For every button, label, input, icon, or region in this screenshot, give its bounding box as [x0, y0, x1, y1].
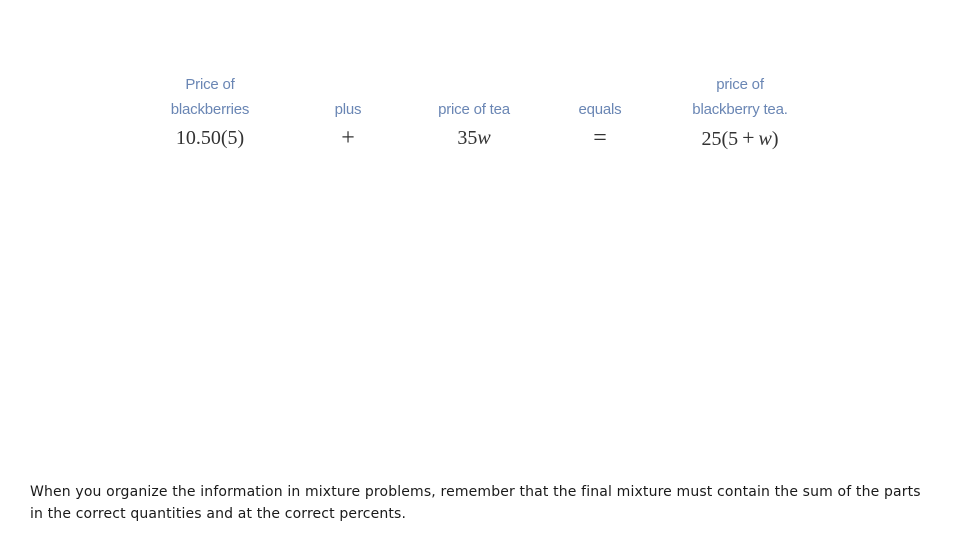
- tea-column: [419, 0, 529, 200]
- result-plus-symbol: +: [742, 125, 755, 150]
- result-label-line2: blackberry tea.: [692, 101, 788, 118]
- result-expression: [670, 124, 810, 153]
- blackberries-label-line1: Price of: [185, 76, 235, 93]
- result-variable: w: [758, 128, 772, 150]
- blackberries-label-line2: blackberries: [170, 101, 250, 118]
- tea-expression: [419, 124, 529, 152]
- plus-label: plus: [334, 101, 362, 118]
- result-label-line1: price of: [716, 76, 764, 93]
- blackberries-column: [150, 0, 270, 200]
- tea-label: price of tea: [438, 101, 510, 118]
- result-prefix: 25(5: [701, 128, 739, 150]
- equals-column: [560, 0, 640, 200]
- caption-text: When you organize the information in mixture problems, remember that the final mixture must contain the sum of the parts in the correct quantities and at the correct percents.: [30, 484, 921, 522]
- blackberries-expression: 10.50(5): [175, 127, 245, 149]
- equals-symbol: =: [593, 125, 607, 151]
- tea-coefficient: 35: [457, 127, 478, 149]
- tea-variable: w: [477, 127, 491, 149]
- equals-label: equals: [578, 101, 622, 118]
- plus-symbol: +: [341, 125, 355, 151]
- plus-column: [308, 0, 388, 200]
- word-equation: [0, 0, 960, 200]
- result-column: [670, 0, 810, 200]
- result-suffix: ): [771, 128, 779, 150]
